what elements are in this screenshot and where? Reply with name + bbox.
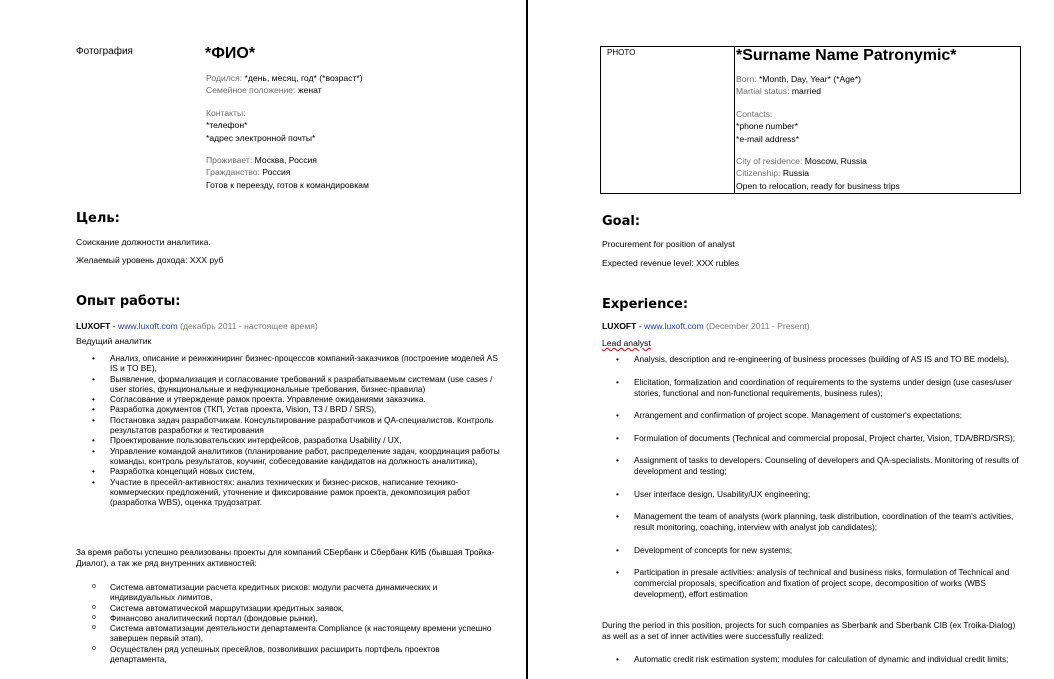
- born-row: [736, 73, 900, 85]
- name-title: *Surname Name Patronymic*: [736, 47, 957, 64]
- list-item: • Analysis, description and re-engineering of business processes (building of AS IS and TO BE models),: [602, 354, 1022, 365]
- list-item: • Development of concepts for new systems;: [602, 545, 1022, 556]
- projects-intro: During the period in this position, projects for such companies as Sberbank and Sberbank CIB (ex Troika-Dialog) as well as a set of inner activities were successfully realized:: [602, 620, 1016, 641]
- list-item: o Система автоматической маршрутизации кредитных заявок,: [92, 603, 492, 613]
- contacts-label: Контакты:: [206, 107, 246, 118]
- phone-value: *phone number*: [736, 121, 799, 132]
- job-position: Ведущий аналитик: [76, 336, 152, 346]
- list-item: • Согласование и утверждение рамок проекта. Управление ожиданиями заказчика.: [92, 394, 504, 404]
- list-item: • Arrangement and confirmation of project scope. Management of customer's expectations;: [602, 410, 1022, 421]
- citizenship-value: Россия: [262, 167, 291, 178]
- goal-text: Соискание должности аналитика.: [76, 237, 211, 247]
- born-value: *день, месяц, год* (*возраст*): [244, 73, 363, 83]
- job-dates: (December 2011 - Present): [706, 321, 810, 331]
- company-link[interactable]: www.luxoft.com: [644, 321, 704, 331]
- relocation-text: Open to relocation, ready for business trips: [736, 180, 900, 191]
- city-value: Moscow, Russia: [804, 156, 867, 167]
- city-label: Проживает:: [206, 155, 253, 166]
- citizenship-value: Russia: [782, 168, 810, 179]
- list-item: • Анализ, описание и реинжиниринг бизнес-процессов компаний-заказчиков (построение моделей AS IS и TO BE),: [92, 353, 504, 374]
- company-name: LUXOFT: [76, 321, 111, 331]
- projects-list: [92, 582, 492, 664]
- email-value: *адрес электронной почты*: [206, 132, 316, 143]
- resume-page-english: [528, 0, 1054, 679]
- goal-text: Procurement for position of analyst: [602, 239, 735, 249]
- list-item: • Выявление, формализация и согласование требований к разрабатываемым системам (use cases / user stories, функциональные и нефункциональные требования, бизнес-правила): [92, 374, 504, 395]
- born-label: Родился:: [206, 73, 243, 83]
- photo-placeholder-label: Фотография: [76, 46, 133, 57]
- table-divider: [734, 47, 735, 193]
- job-dates: (декабрь 2011 - настоящее время): [180, 321, 318, 331]
- list-item: o Осуществлен ряд успешных пресейлов, позволивших расширить портфель проектов департамента,: [92, 644, 492, 665]
- salary-text: Желаемый уровень дохода: XXX руб: [76, 255, 224, 265]
- projects-intro: За время работы успешно реализованы проекты для компаний СБербанк и Сбербанк КИБ (бывшая Тройка-Диалог), а так же ряд внутренних активностей:: [76, 547, 495, 568]
- list-item: • Participation in presale activities: analysis of technical and business risks, formulation of Technical and commercial proposals, specification and fixation of project scope, decomposition of works (WBS development), effort estimation: [602, 567, 1022, 600]
- personal-info: [206, 72, 369, 191]
- job-header: LUXOFT - www.luxoft.com (December 2011 - Present): [602, 321, 810, 331]
- born-value: *Month, Day, Year* (*Age*): [758, 74, 862, 84]
- citizenship-label: Гражданство:: [206, 167, 260, 178]
- contacts-label: Contacts:: [736, 108, 773, 119]
- job-position: Lead analyst: [602, 338, 651, 348]
- list-item: o Финансово аналитический портал (фондовые рынки),: [92, 613, 492, 623]
- list-item: • Formulation of documents (Technical and commercial proposal, Project charter, Vision, TDA/BRD/SRS);: [602, 433, 1022, 444]
- experience-heading: Experience:: [602, 297, 689, 312]
- marital-row: [206, 84, 369, 96]
- city-label: City of residence:: [736, 156, 803, 167]
- name-title: *ФИО*: [205, 45, 256, 62]
- header-table: [600, 46, 1021, 194]
- list-item: • Разработка документов (ТКП, Устав проекта, Vision, ТЗ / BRD / SRS),: [92, 404, 504, 414]
- duties-list: [92, 353, 504, 507]
- email-value: *e-mail address*: [736, 133, 800, 144]
- salary-text: Expected revenue level: XXX rubles: [602, 258, 740, 268]
- relocation-text: Готов к переезду, готов к командировкам: [206, 179, 369, 190]
- citizenship-row: [736, 167, 900, 179]
- marital-value: женат: [297, 85, 322, 96]
- resume-page-russian: [0, 0, 526, 679]
- list-item: • Участие в пресейл-активностях: анализ технических и бизнес-рисков, написание технико-коммерческих предложений, уточнение и фиксирование рамок проекта, декомпозиция работ (разработка WBS), оценка трудозатрат.: [92, 477, 504, 508]
- goal-heading: Goal:: [602, 214, 641, 229]
- marital-label: Martial status:: [736, 86, 790, 97]
- list-item: • Elicitation, formalization and coordination of requirements to the systems under design (use cases/user stories, functional and non-functional requirements, business rules);: [602, 377, 1022, 399]
- goal-heading: Цель:: [76, 211, 120, 226]
- list-item: • Проектирование пользовательских интерфейсов, разработка Usability / UX,: [92, 435, 504, 445]
- list-item: • Management the team of analysts (work planning, task distribution, coordination of the team's activities, result monitoring, coaching, interview with analyst job candidates);: [602, 511, 1022, 533]
- born-row: [206, 72, 369, 84]
- company-name: LUXOFT: [602, 321, 637, 331]
- list-item: • Automatic credit risk estimation system: modules for calculation of dynamic and individual credit limits;: [602, 654, 1022, 665]
- list-item: • User interface design, Usability/UX engineering;: [602, 489, 1022, 500]
- list-item: o Система автоматизации расчета кредитных рисков: модули расчета динамических и индивидуальных лимитов,: [92, 582, 492, 603]
- marital-label: Семейное положение:: [206, 85, 296, 96]
- citizenship-label: Citizenship:: [736, 168, 781, 179]
- city-value: Москва, Россия: [254, 155, 317, 166]
- list-item: o Система автоматизации деятельности департамента Compliance (к настоящему времени успешно завершен первый этап),: [92, 623, 492, 644]
- projects-list: [602, 654, 1022, 665]
- list-item: • Постановка задач разработчикам. Консультирование разработчиков и QA-специалистов. Контроль результатов разработки и тестирования: [92, 415, 504, 436]
- company-link[interactable]: www.luxoft.com: [118, 321, 178, 331]
- duties-list: [602, 354, 1022, 612]
- born-label: Born:: [736, 74, 757, 84]
- city-row: [736, 155, 900, 167]
- phone-value: *телефон*: [206, 120, 248, 131]
- photo-placeholder-label: PHOTO: [607, 48, 636, 57]
- experience-heading: Опыт работы:: [76, 294, 181, 309]
- marital-value: married: [791, 86, 822, 97]
- list-item: • Разработка концепций новых систем,: [92, 466, 504, 476]
- personal-info: [736, 73, 900, 192]
- city-row: [206, 154, 369, 166]
- list-item: • Управление командой аналитиков (планирование работ, распределение задач, координация работы команды, контроль результатов, коучинг, собеседование кандидатов на должность аналитика),: [92, 446, 504, 467]
- citizenship-row: [206, 166, 369, 178]
- marital-row: [736, 85, 900, 97]
- job-header: LUXOFT - www.luxoft.com (декабрь 2011 - настоящее время): [76, 321, 318, 331]
- list-item: • Assignment of tasks to developers. Counseling of developers and QA-specialists. Monitoring of results of development and testing;: [602, 455, 1022, 477]
